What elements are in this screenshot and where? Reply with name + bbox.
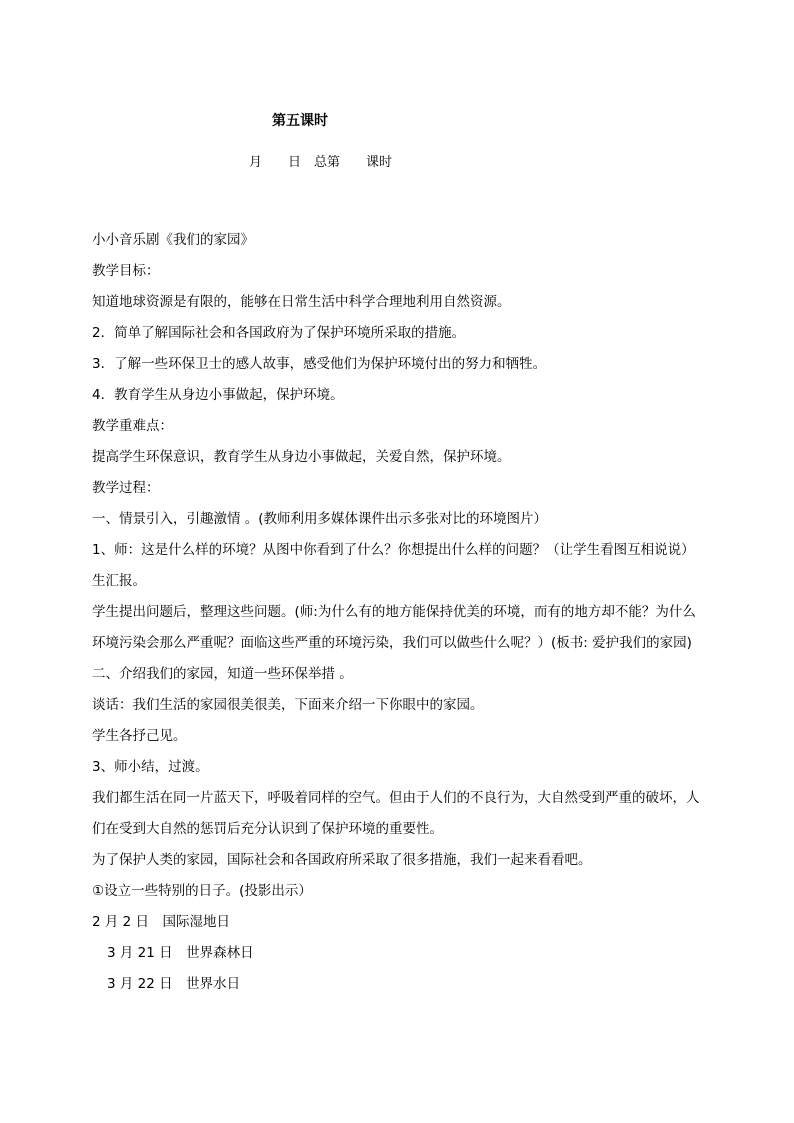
body-paragraph: 1、师：这是什么样的环境？从图中你看到了什么？你想提出什么样的问题？（让学生看图互相说说）生汇报。 [92,542,695,589]
body-line: 教学过程： [92,480,160,496]
special-day-line: 2 月 2 日 国际湿地日 [92,914,231,930]
body-line: 二、介绍我们的家园，知道一些环保举措 。 [92,666,353,682]
body-line: 学生各抒己见。 [92,728,187,744]
body-line: 教学重难点： [92,418,173,434]
body-line: 2．简单了解国际社会和各国政府为了保护环境所采取的措施。 [92,325,466,341]
body-paragraph: 我们都生活在同一片蓝天下，呼吸着同样的空气。但由于人们的不良行为，大自然受到严重的破坏，人们在受到大自然的惩罚后充分认识到了保护环境的重要性。 [92,790,700,837]
body-paragraph: 学生提出问题后，整理这些问题。(师:为什么有的地方能保持优美的环境，而有的地方却不能？为什么环境污染会那么严重呢？面临这些严重的环境污染，我们可以做些什么呢？）(板书: 爱护我们的家园) [92,604,696,651]
date-line: 月 日 总第 课时 [249,155,393,170]
lesson-title: 第五课时 [272,113,328,129]
body-line: 提高学生环保意识，教育学生从身边小事做起，关爱自然，保护环境。 [92,449,511,465]
body-line: 3．了解一些环保卫士的感人故事，感受他们为保护环境付出的努力和牺牲。 [92,356,547,372]
body-line: ①设立一些特别的日子。(投影出示） [92,883,312,899]
body-line: 知道地球资源是有限的，能够在日常生活中科学合理地利用自然资源。 [92,294,511,310]
body-line: 4．教育学生从身边小事做起，保护环境。 [92,387,344,403]
special-day-line: 3 月 22 日 世界水日 [107,976,241,992]
body-line: 一、情景引入，引趣激情 。(教师利用多媒体课件出示多张对比的环境图片） [92,511,548,527]
body-line: 教学目标： [92,263,160,279]
document-body [92,225,704,1000]
special-day-line: 3 月 21 日 世界森林日 [107,945,254,961]
body-line: 3、师小结，过渡。 [92,759,209,775]
body-line: 谈话：我们生活的家园很美很美，下面来介绍一下你眼中的家园。 [92,697,484,713]
body-line: 为了保护人类的家园，国际社会和各国政府所采取了很多措施，我们一起来看看吧。 [92,852,592,868]
body-line: 小小音乐剧《我们的家园》 [92,232,254,248]
